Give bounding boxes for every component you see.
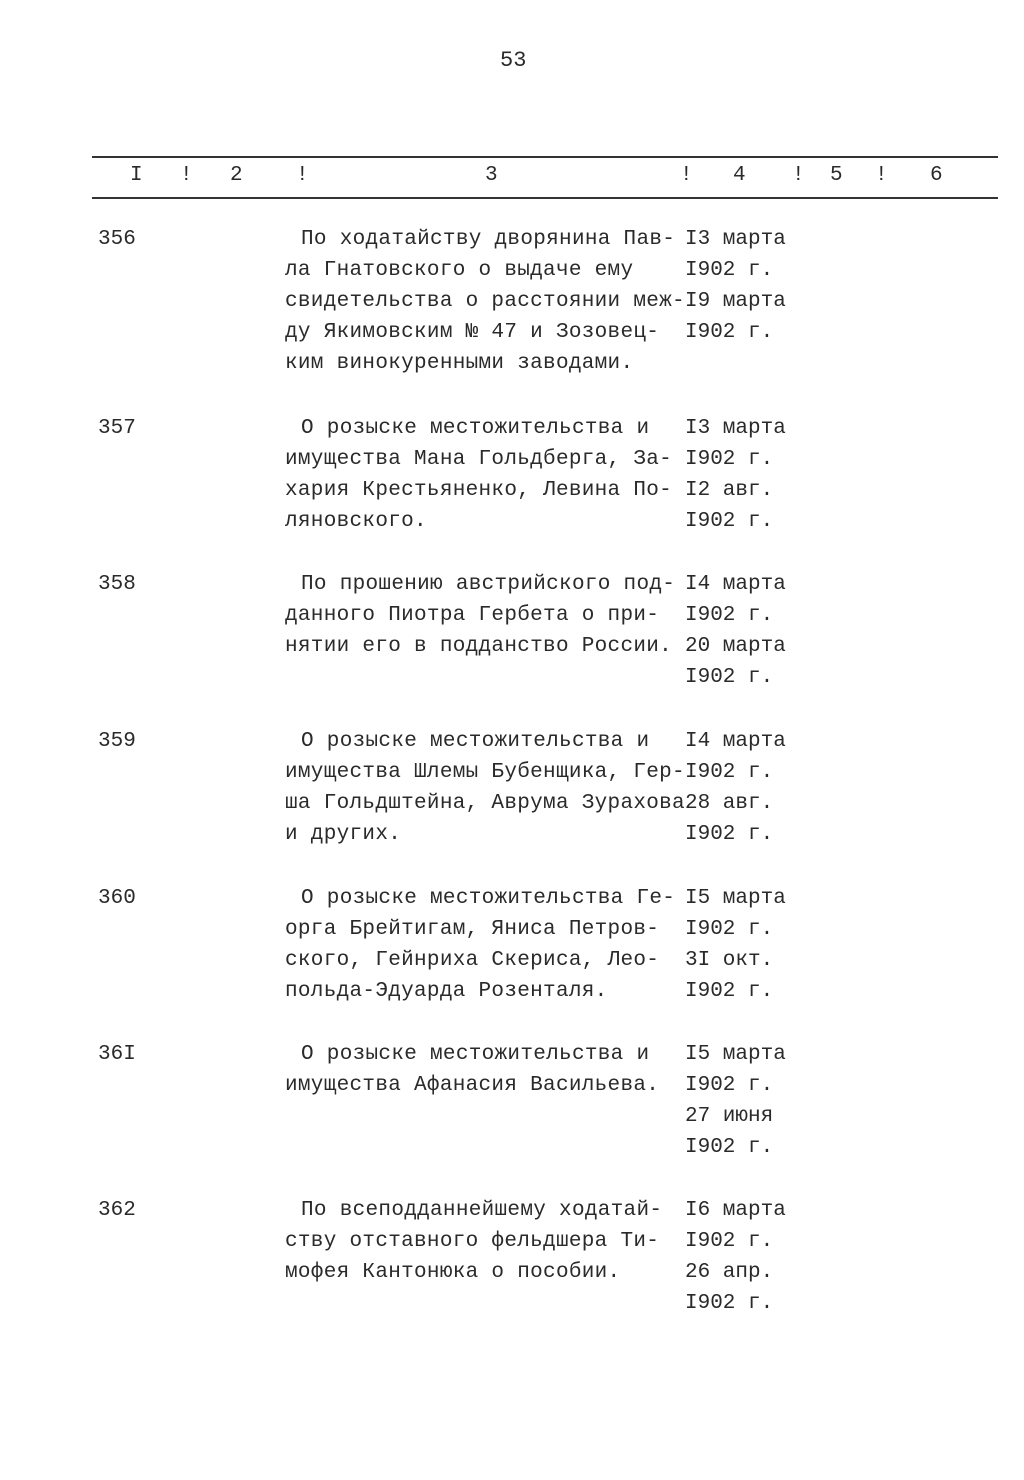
date-line: 26 апр. bbox=[685, 1261, 774, 1284]
column-separator: ! bbox=[296, 164, 309, 187]
entry-number: 36I bbox=[98, 1043, 136, 1066]
column-separator: ! bbox=[792, 164, 805, 187]
date-line: 28 авг. bbox=[685, 792, 774, 815]
description-line: имущества Мана Гольдберга, За- bbox=[285, 448, 673, 471]
date-line: I902 г. bbox=[685, 604, 774, 627]
entry-description bbox=[285, 1195, 662, 1288]
description-line: данного Пиотра Гербета о при- bbox=[285, 604, 660, 627]
column-header: 6 bbox=[930, 164, 943, 187]
entry-number: 358 bbox=[98, 573, 136, 596]
date-line: I902 г. bbox=[685, 1230, 774, 1253]
column-header: 4 bbox=[733, 164, 746, 187]
description-line: ша Гольдштейна, Аврума Зурахова bbox=[285, 792, 685, 815]
entry-description bbox=[285, 726, 685, 850]
description-line: свидетельства о расстоянии меж- bbox=[285, 290, 685, 313]
entry-number: 360 bbox=[98, 887, 136, 910]
entry-dates bbox=[685, 224, 786, 348]
description-line: О розыске местожительства Ге- bbox=[301, 887, 676, 910]
date-line: I902 г. bbox=[685, 1292, 774, 1315]
date-line: I902 г. bbox=[685, 510, 774, 533]
date-line: I902 г. bbox=[685, 761, 774, 784]
entry-dates bbox=[685, 1039, 786, 1163]
date-line: I902 г. bbox=[685, 823, 774, 846]
date-line: I4 марта bbox=[685, 573, 786, 596]
description-line: О розыске местожительства и bbox=[301, 417, 650, 440]
date-line: I902 г. bbox=[685, 321, 774, 344]
column-separator: ! bbox=[180, 164, 193, 187]
description-line: польда-Эдуарда Розенталя. bbox=[285, 980, 608, 1003]
table-top-rule bbox=[92, 156, 998, 158]
column-header: 3 bbox=[485, 164, 498, 187]
date-line: I5 марта bbox=[685, 887, 786, 910]
column-header: I bbox=[130, 164, 143, 187]
page-number: 53 bbox=[500, 48, 527, 73]
description-line: нятии его в подданство России. bbox=[285, 635, 673, 658]
description-line: мофея Кантонюка о пособии. bbox=[285, 1261, 621, 1284]
table-header-rule bbox=[92, 197, 998, 199]
date-line: I902 г. bbox=[685, 1074, 774, 1097]
entry-number: 356 bbox=[98, 228, 136, 251]
date-line: I2 авг. bbox=[685, 479, 774, 502]
description-line: имущества Афанасия Васильева. bbox=[285, 1074, 660, 1097]
description-line: имущества Шлемы Бубенщика, Гер- bbox=[285, 761, 685, 784]
description-line: ству отставного фельдшера Ти- bbox=[285, 1230, 660, 1253]
date-line: 27 июня bbox=[685, 1105, 774, 1128]
description-line: ского, Гейнриха Скериса, Лео- bbox=[285, 949, 660, 972]
description-line: хария Крестьяненко, Левина По- bbox=[285, 479, 673, 502]
date-line: I902 г. bbox=[685, 1136, 774, 1159]
entry-description bbox=[285, 883, 675, 1007]
description-line: По всеподданнейшему ходатай- bbox=[301, 1199, 663, 1222]
entry-dates bbox=[685, 569, 786, 693]
date-line: I4 марта bbox=[685, 730, 786, 753]
description-line: ла Гнатовского о выдаче ему bbox=[285, 259, 634, 282]
description-line: О розыске местожительства и bbox=[301, 1043, 650, 1066]
date-line: I902 г. bbox=[685, 259, 774, 282]
date-line: I5 марта bbox=[685, 1043, 786, 1066]
description-line: и других. bbox=[285, 823, 402, 846]
entry-description bbox=[285, 1039, 659, 1101]
description-line: По ходатайству дворянина Пав- bbox=[301, 228, 676, 251]
entry-dates bbox=[685, 726, 786, 850]
date-line: I902 г. bbox=[685, 666, 774, 689]
entry-description bbox=[285, 413, 672, 537]
date-line: 3I окт. bbox=[685, 949, 774, 972]
date-line: I9 марта bbox=[685, 290, 786, 313]
description-line: орга Брейтигам, Яниса Петров- bbox=[285, 918, 660, 941]
description-line: О розыске местожительства и bbox=[301, 730, 650, 753]
entry-description bbox=[285, 224, 685, 379]
column-separator: ! bbox=[875, 164, 888, 187]
description-line: ким винокуренными заводами. bbox=[285, 352, 634, 375]
entry-description bbox=[285, 569, 675, 662]
column-separator: ! bbox=[680, 164, 693, 187]
column-header: 2 bbox=[230, 164, 243, 187]
column-header: 5 bbox=[830, 164, 843, 187]
entry-number: 362 bbox=[98, 1199, 136, 1222]
date-line: I902 г. bbox=[685, 448, 774, 471]
entry-number: 359 bbox=[98, 730, 136, 753]
entry-dates bbox=[685, 413, 786, 537]
description-line: ляновского. bbox=[285, 510, 427, 533]
date-line: I6 марта bbox=[685, 1199, 786, 1222]
description-line: По прошению австрийского под- bbox=[301, 573, 676, 596]
date-line: I902 г. bbox=[685, 918, 774, 941]
entry-dates bbox=[685, 1195, 786, 1319]
description-line: ду Якимовским № 47 и Зозовец- bbox=[285, 321, 660, 344]
date-line: I3 марта bbox=[685, 417, 786, 440]
entry-dates bbox=[685, 883, 786, 1007]
date-line: 20 марта bbox=[685, 635, 786, 658]
date-line: I3 марта bbox=[685, 228, 786, 251]
date-line: I902 г. bbox=[685, 980, 774, 1003]
entry-number: 357 bbox=[98, 417, 136, 440]
